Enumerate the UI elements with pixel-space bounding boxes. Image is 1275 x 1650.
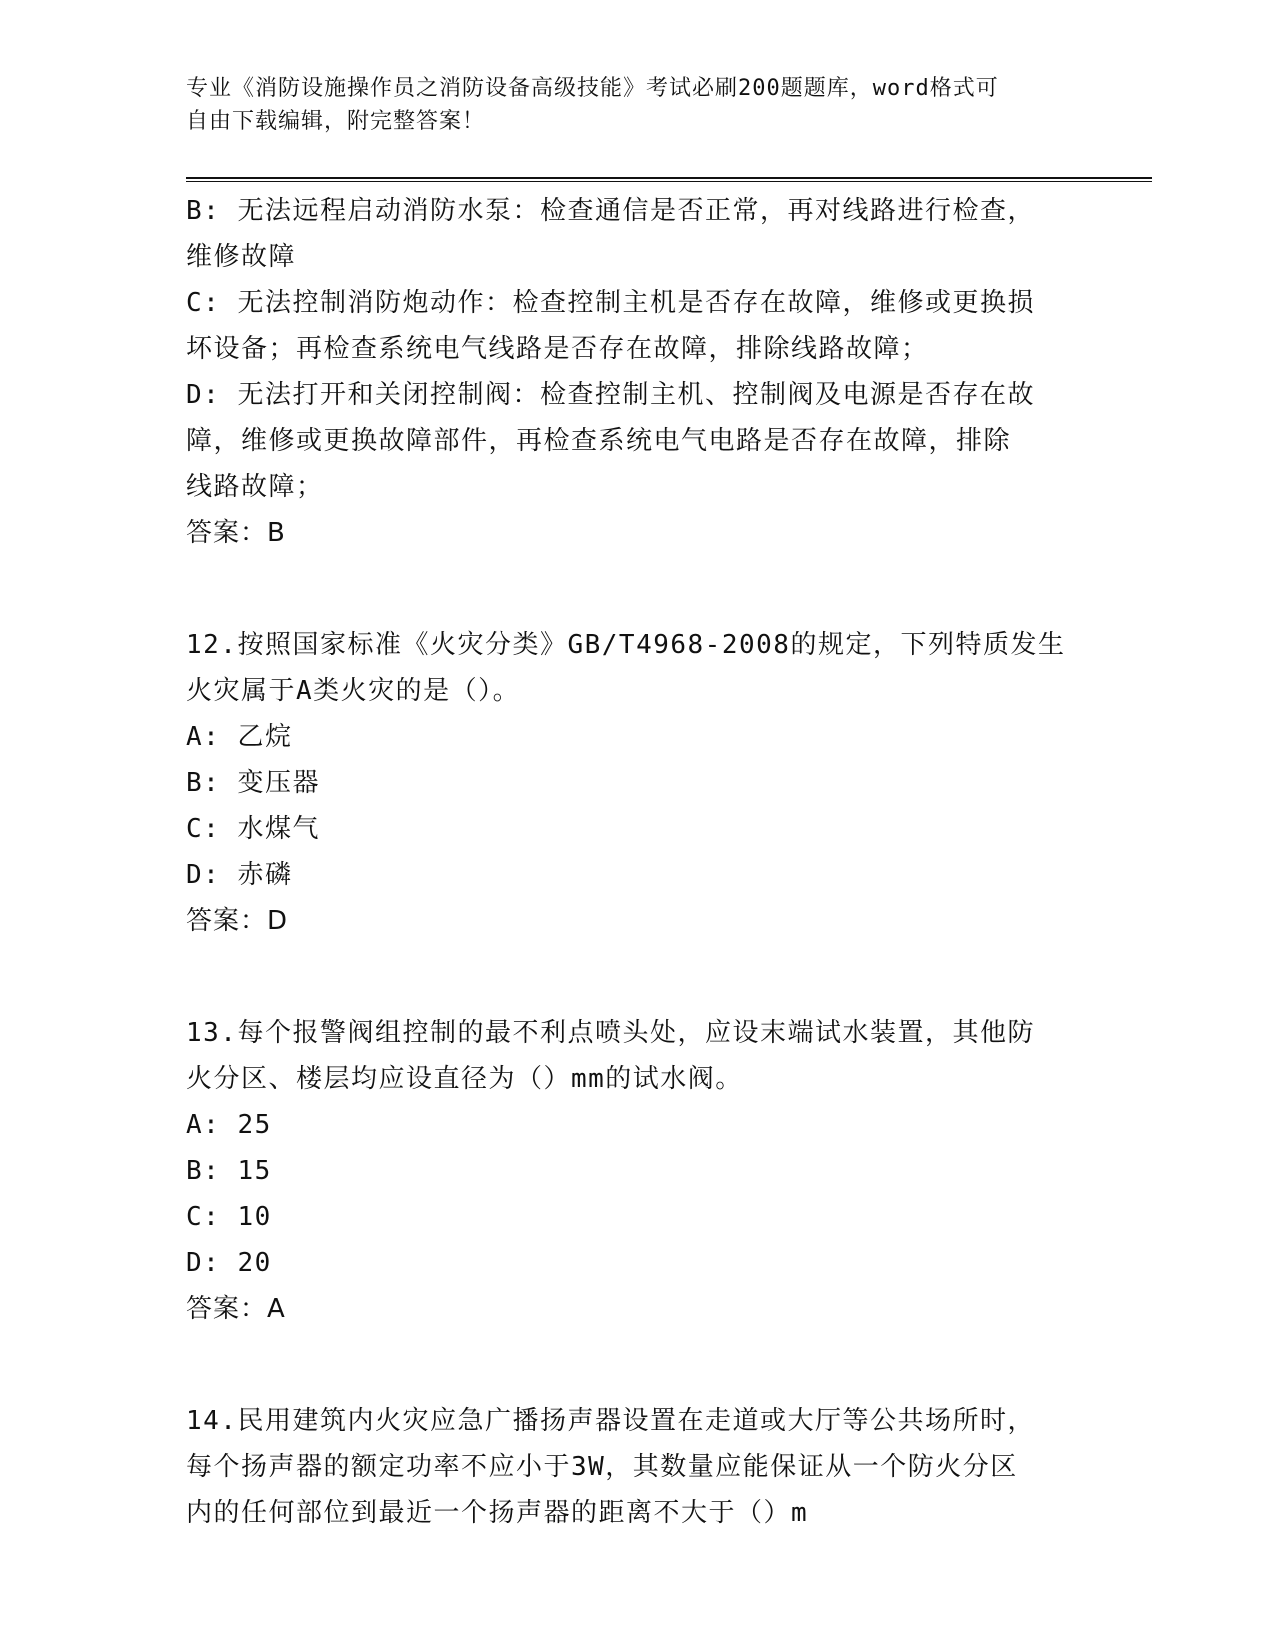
option-d-line: 线路故障； [186,472,324,502]
option-d: D: 赤磷 [186,860,293,890]
option-a: A: 乙烷 [186,722,293,752]
header-line-1: 专业《消防设施操作员之消防设备高级技能》考试必刷200题题库，word格式可 [186,76,999,101]
answer-line: 答案：D [186,906,289,936]
page-header [186,72,1086,138]
question-stem: 内的任何部位到最近一个扬声器的距离不大于（）m [186,1498,809,1528]
option-b-line: B: 无法远程启动消防水泵：检查通信是否正常，再对线路进行检查， [186,196,1035,226]
option-b: B: 15 [186,1156,272,1186]
question-stem: 火分区、楼层均应设直径为（）mm的试水阀。 [186,1064,743,1094]
answer-line: 答案：A [186,1294,286,1324]
option-b: B: 变压器 [186,768,320,798]
prev-question-options [186,188,1096,556]
option-d-line: D: 无法打开和关闭控制阀：检查控制主机、控制阀及电源是否存在故 [186,380,1035,410]
option-a: A: 25 [186,1110,272,1140]
option-d-line: 障，维修或更换故障部件，再检查系统电气电路是否存在故障，排除 [186,426,1012,456]
question-stem: 13.每个报警阀组控制的最不利点喷头处，应设末端试水装置，其他防 [186,1018,1035,1048]
option-b-line: 维修故障 [186,242,297,272]
answer-line: 答案：B [186,518,286,548]
option-c: C: 水煤气 [186,814,320,844]
question-14 [186,1398,1096,1536]
question-13 [186,1010,1096,1332]
document-body [186,188,1096,1536]
question-stem: 14.民用建筑内火灾应急广播扬声器设置在走道或大厅等公共场所时， [186,1406,1035,1436]
header-line-2: 自由下载编辑，附完整答案！ [186,109,486,134]
option-d: D: 20 [186,1248,272,1278]
header-divider [186,177,1152,182]
question-12 [186,622,1096,944]
question-stem: 12.按照国家标准《火灾分类》GB/T4968-2008的规定，下列特质发生 [186,630,1066,660]
option-c-line: C: 无法控制消防炮动作：检查控制主机是否存在故障，维修或更换损 [186,288,1035,318]
question-stem: 每个扬声器的额定功率不应小于3W，其数量应能保证从一个防火分区 [186,1452,1018,1482]
option-c-line: 坏设备；再检查系统电气线路是否存在故障，排除线路故障； [186,334,929,364]
question-stem: 火灾属于A类火灾的是（）。 [186,676,521,706]
option-c: C: 10 [186,1202,272,1232]
